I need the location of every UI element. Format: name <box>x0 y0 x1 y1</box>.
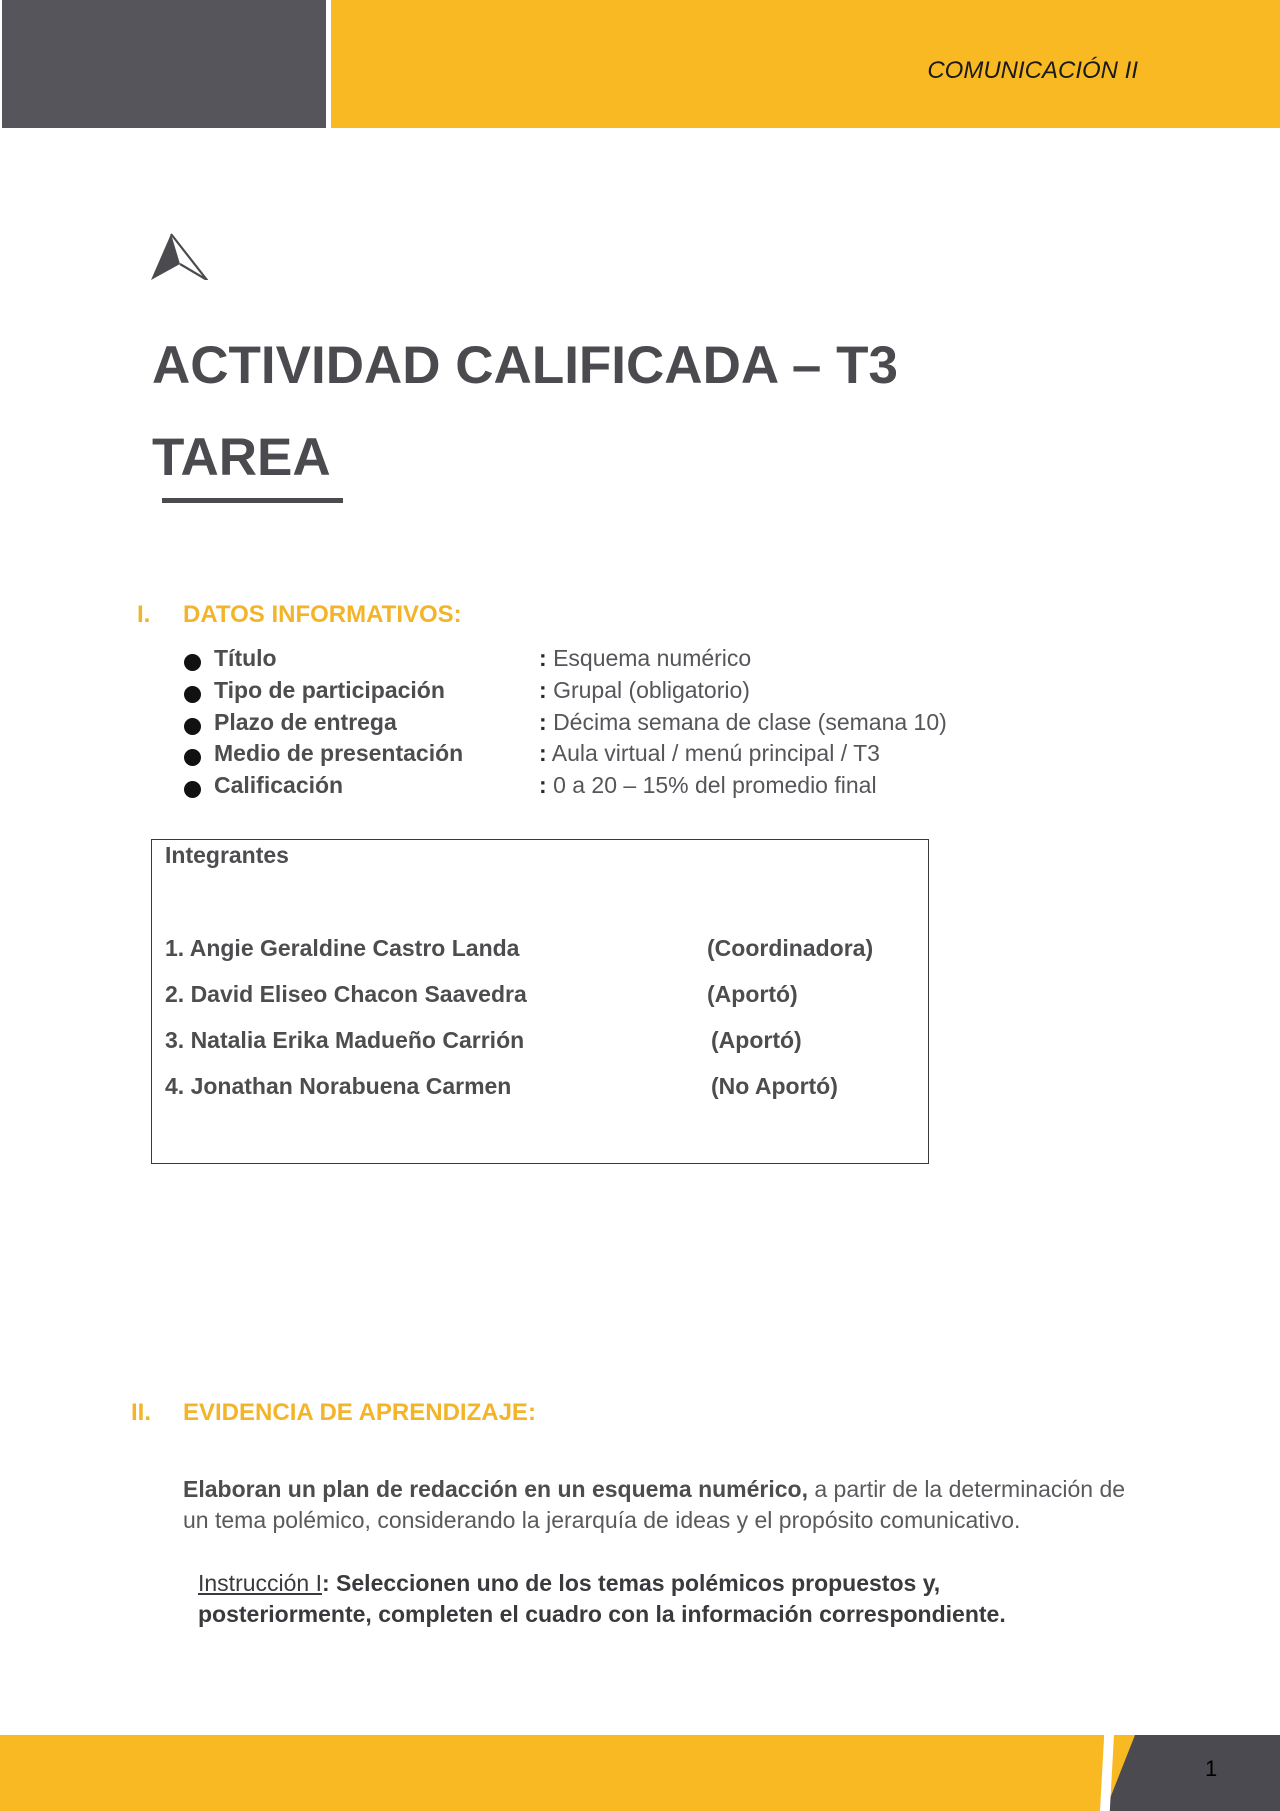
evidence-bold-text: Elaboran un plan de redacción en un esquema numérico, <box>183 1476 808 1502</box>
member-name: 2. David Eliseo Chacon Saavedra <box>165 981 527 1007</box>
bullet-icon <box>184 686 201 703</box>
instruction-paragraph <box>198 1568 1098 1630</box>
info-value: : Aula virtual / menú principal / T3 <box>539 740 880 767</box>
members-title: Integrantes <box>165 842 289 868</box>
info-value: : 0 a 20 – 15% del promedio final <box>539 772 877 799</box>
bullet-icon <box>184 749 201 766</box>
page-title <box>152 320 898 504</box>
section-2-number: II. <box>131 1399 152 1426</box>
info-label: Plazo de entrega <box>214 708 397 735</box>
member-role: (Coordinadora) <box>707 935 874 961</box>
bullet-icon <box>184 718 201 735</box>
colon: : <box>539 772 547 799</box>
course-name: COMUNICACIÓN II <box>927 57 1138 84</box>
bullet-icon <box>184 781 201 798</box>
member-role: (Aportó) <box>707 981 798 1007</box>
members-box <box>151 839 929 1164</box>
colon: : <box>539 740 547 767</box>
section-2-title: EVIDENCIA DE APRENDIZAJE: <box>183 1399 536 1426</box>
info-label: Título <box>214 645 277 671</box>
section-1-number: I. <box>137 601 151 628</box>
title-line-1: ACTIVIDAD CALIFICADA – T3 <box>152 336 898 395</box>
info-value: : Grupal (obligatorio) <box>539 676 750 703</box>
member-name: 1. Angie Geraldine Castro Landa <box>165 935 520 961</box>
arrow-navigation-icon <box>151 230 209 280</box>
evidence-paragraph <box>183 1474 1143 1536</box>
colon: : <box>539 676 547 703</box>
header-dark-block <box>2 0 326 128</box>
info-label: Calificación <box>214 772 344 799</box>
info-label: Medio de presentación <box>214 740 464 767</box>
page-number: 1 <box>1205 1756 1218 1781</box>
footer-yellow-band <box>0 1735 1280 1811</box>
instruction-text: : Seleccionen uno de los temas polémicos propuestos y, posteriormente, completen el cuadro con la información correspondiente. <box>198 1570 1006 1627</box>
info-value: : Esquema numérico <box>539 645 752 671</box>
title-line-2: TAREA <box>152 428 331 487</box>
info-value: : Décima semana de clase (semana 10) <box>539 708 947 735</box>
colon: : <box>539 708 547 735</box>
member-name: 3. Natalia Erika Madueño Carrión <box>165 1027 525 1053</box>
member-role: (Aportó) <box>711 1027 802 1053</box>
bullet-icon <box>184 654 201 671</box>
section-1-title: DATOS INFORMATIVOS: <box>183 601 462 628</box>
member-role: (No Aportó) <box>711 1073 838 1099</box>
footer-dark-block <box>1105 1735 1280 1811</box>
member-name: 4. Jonathan Norabuena Carmen <box>165 1073 512 1099</box>
info-label: Tipo de participación <box>214 676 445 703</box>
colon: : <box>539 645 547 671</box>
instruction-label: Instrucción I <box>198 1570 322 1596</box>
title-underline <box>162 498 343 503</box>
evidence-text: a partir de la determinación de un tema polémico, considerando la jerarquía de ideas y el propósito comunicativo. <box>183 1476 1126 1533</box>
